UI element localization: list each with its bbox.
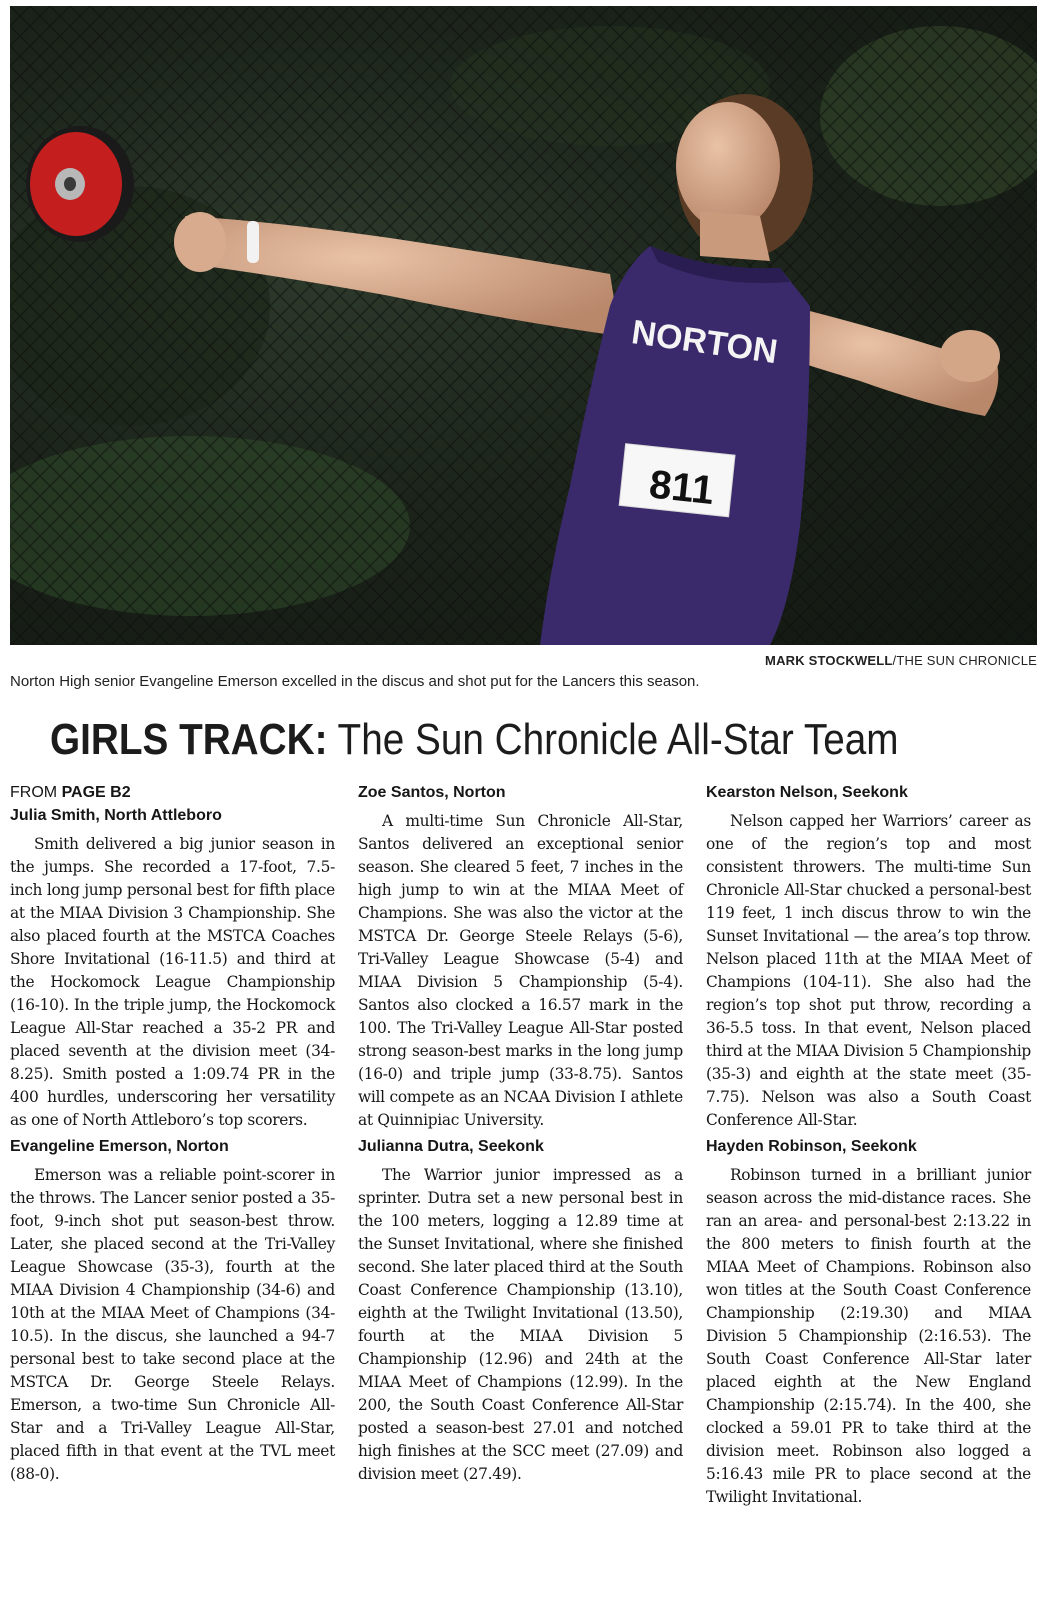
- column-1: [10, 782, 335, 1490]
- bib-number: 811: [647, 462, 716, 513]
- athlete-entry: [706, 1136, 1031, 1509]
- athlete-name: Evangeline Emerson, Norton: [10, 1138, 229, 1155]
- athlete-entry: [358, 1136, 683, 1486]
- athlete-text: Nelson capped her Warriors’ career as one of the region’s top and most consistent throwers. The multi-time Sun Chronicle All-Star chucked a personal-best 119 feet, 1 inch discus throw to win the Sunset Invitational — the area’s top throw. Nelson placed 11th at the MIAA Meet of Champions (104-11). She also had the region’s top shot put throw, recording a 36-5.5 toss. In that event, Nelson placed third at the MIAA Division 5 Championship (35-3) and eighth at the state meet (35-7.75). Nelson was also a South Coast Conference All-Star.: [706, 812, 1031, 1129]
- photo-illustration: [10, 6, 1037, 645]
- photo-credit-org: /THE SUN CHRONICLE: [892, 653, 1037, 668]
- athlete-text: Emerson was a reliable point-scorer in the throws. The Lancer senior posted a 35-foot, 9-inch shot put season-best throw. Later, she placed second at the Tri-Valley League Showcase (35-3), fourth at the MIAA Division 4 Championship (34-6) and 10th at the MIAA Meet of Champions (34-10.5). In the discus, she launched a 94-7 personal best to take second place at the MSTCA Dr. George Steele Relays. Emerson, a two-time Sun Chronicle All-Star and a Tri-Valley League All-Star, placed fifth in that event at the TVL meet (88-0).: [10, 1166, 335, 1483]
- athlete-name: Zoe Santos, Norton: [358, 784, 506, 801]
- headline-title: The Sun Chronicle All-Star Team: [337, 715, 899, 764]
- athlete-text: Smith delivered a big junior season in the jumps. She recorded a 17-foot, 7.5-inch long jump personal best for fifth place at the MIAA Division 3 Championship. She also placed fourth at the MSTCA Coaches Shore Invitational (16-11.5) and third at the Hockomock League Championship (16-10). In the triple jump, the Hockomock League All-Star reached a 35-2 PR and placed seventh at the division meet (34-8.25). Smith posted a 1:09.74 PR in the 400 hurdles, underscoring her versatility as one of North Attleboro’s top scorers.: [10, 835, 335, 1129]
- photo-caption: Norton High senior Evangeline Emerson excelled in the discus and shot put for the Lancers this season.: [10, 673, 700, 690]
- athlete-entry: [10, 1136, 335, 1486]
- athlete-entry: [10, 805, 335, 1132]
- athlete-text: Robinson turned in a brilliant junior season across the mid-distance races. She ran an area- and personal-best 2:13.22 in the 800 meters to finish fourth at the MIAA Meet of Champions. Robinson also won titles at the South Coast Conference Championship (2:19.30) and MIAA Division 5 Championship (2:16.53). The South Coast Conference All-Star later placed eighth at the New England Championship (2:15.74). In the 400, she clocked a 59.01 PR to take third at the division meet. Robinson also logged a 5:16.43 mile PR to place second at the Twilight Invitational.: [706, 1166, 1031, 1506]
- athlete-entry: [706, 782, 1031, 1132]
- photographer-name: MARK STOCKWELL: [765, 653, 893, 668]
- athlete-name: Kearston Nelson, Seekonk: [706, 784, 908, 801]
- athlete-entry: [358, 782, 683, 1132]
- athlete-name: Julia Smith, North Attleboro: [10, 807, 222, 824]
- athlete-name: Hayden Robinson, Seekonk: [706, 1138, 917, 1155]
- jump-line: [10, 782, 335, 805]
- column-3: [706, 782, 1031, 1513]
- discus: [26, 126, 134, 242]
- photo: [10, 6, 1037, 645]
- headline: [50, 714, 899, 766]
- headline-kicker: GIRLS TRACK:: [50, 715, 328, 764]
- race-bib: [619, 444, 735, 517]
- athlete-text: A multi-time Sun Chronicle All-Star, Santos delivered an exceptional senior season. She cleared 5 feet, 7 inches in the high jump to win at the MIAA Meet of Champions. She was also the victor at the MSTCA Dr. George Steele Relays (5-6), Tri-Valley League Showcase (5-4) and MIAA Division 5 Championship (5-4). Santos also clocked a 16.57 mark in the 100. The Tri-Valley League All-Star posted strong season-best marks in the long jump (16-0) and triple jump (33-8.75). Santos will compete as an NCAA Division I athlete at Quinnipiac University.: [358, 812, 683, 1129]
- jump-page: PAGE B2: [61, 784, 131, 801]
- athlete-text: The Warrior junior impressed as a sprinter. Dutra set a new personal best in the 100 meters, logging a 12.89 time at the Sunset Invitational, where she finished second. She later placed third at the South Coast Conference Championship (13.10), eighth at the Twilight Invitational (13.50), fourth at the MIAA Division 5 Championship (12.96) and 24th at the MIAA Meet of Champions (12.99). In the 200, the South Coast Conference All-Star posted a season-best 27.01 and notched high finishes at the SCC meet (27.09) and division meet (27.49).: [358, 1166, 683, 1483]
- photo-credit: [765, 653, 1037, 668]
- jump-from: FROM: [10, 784, 58, 801]
- column-2: [358, 782, 683, 1490]
- athlete-name: Julianna Dutra, Seekonk: [358, 1138, 544, 1155]
- jersey-lettering: NORTON: [629, 313, 780, 372]
